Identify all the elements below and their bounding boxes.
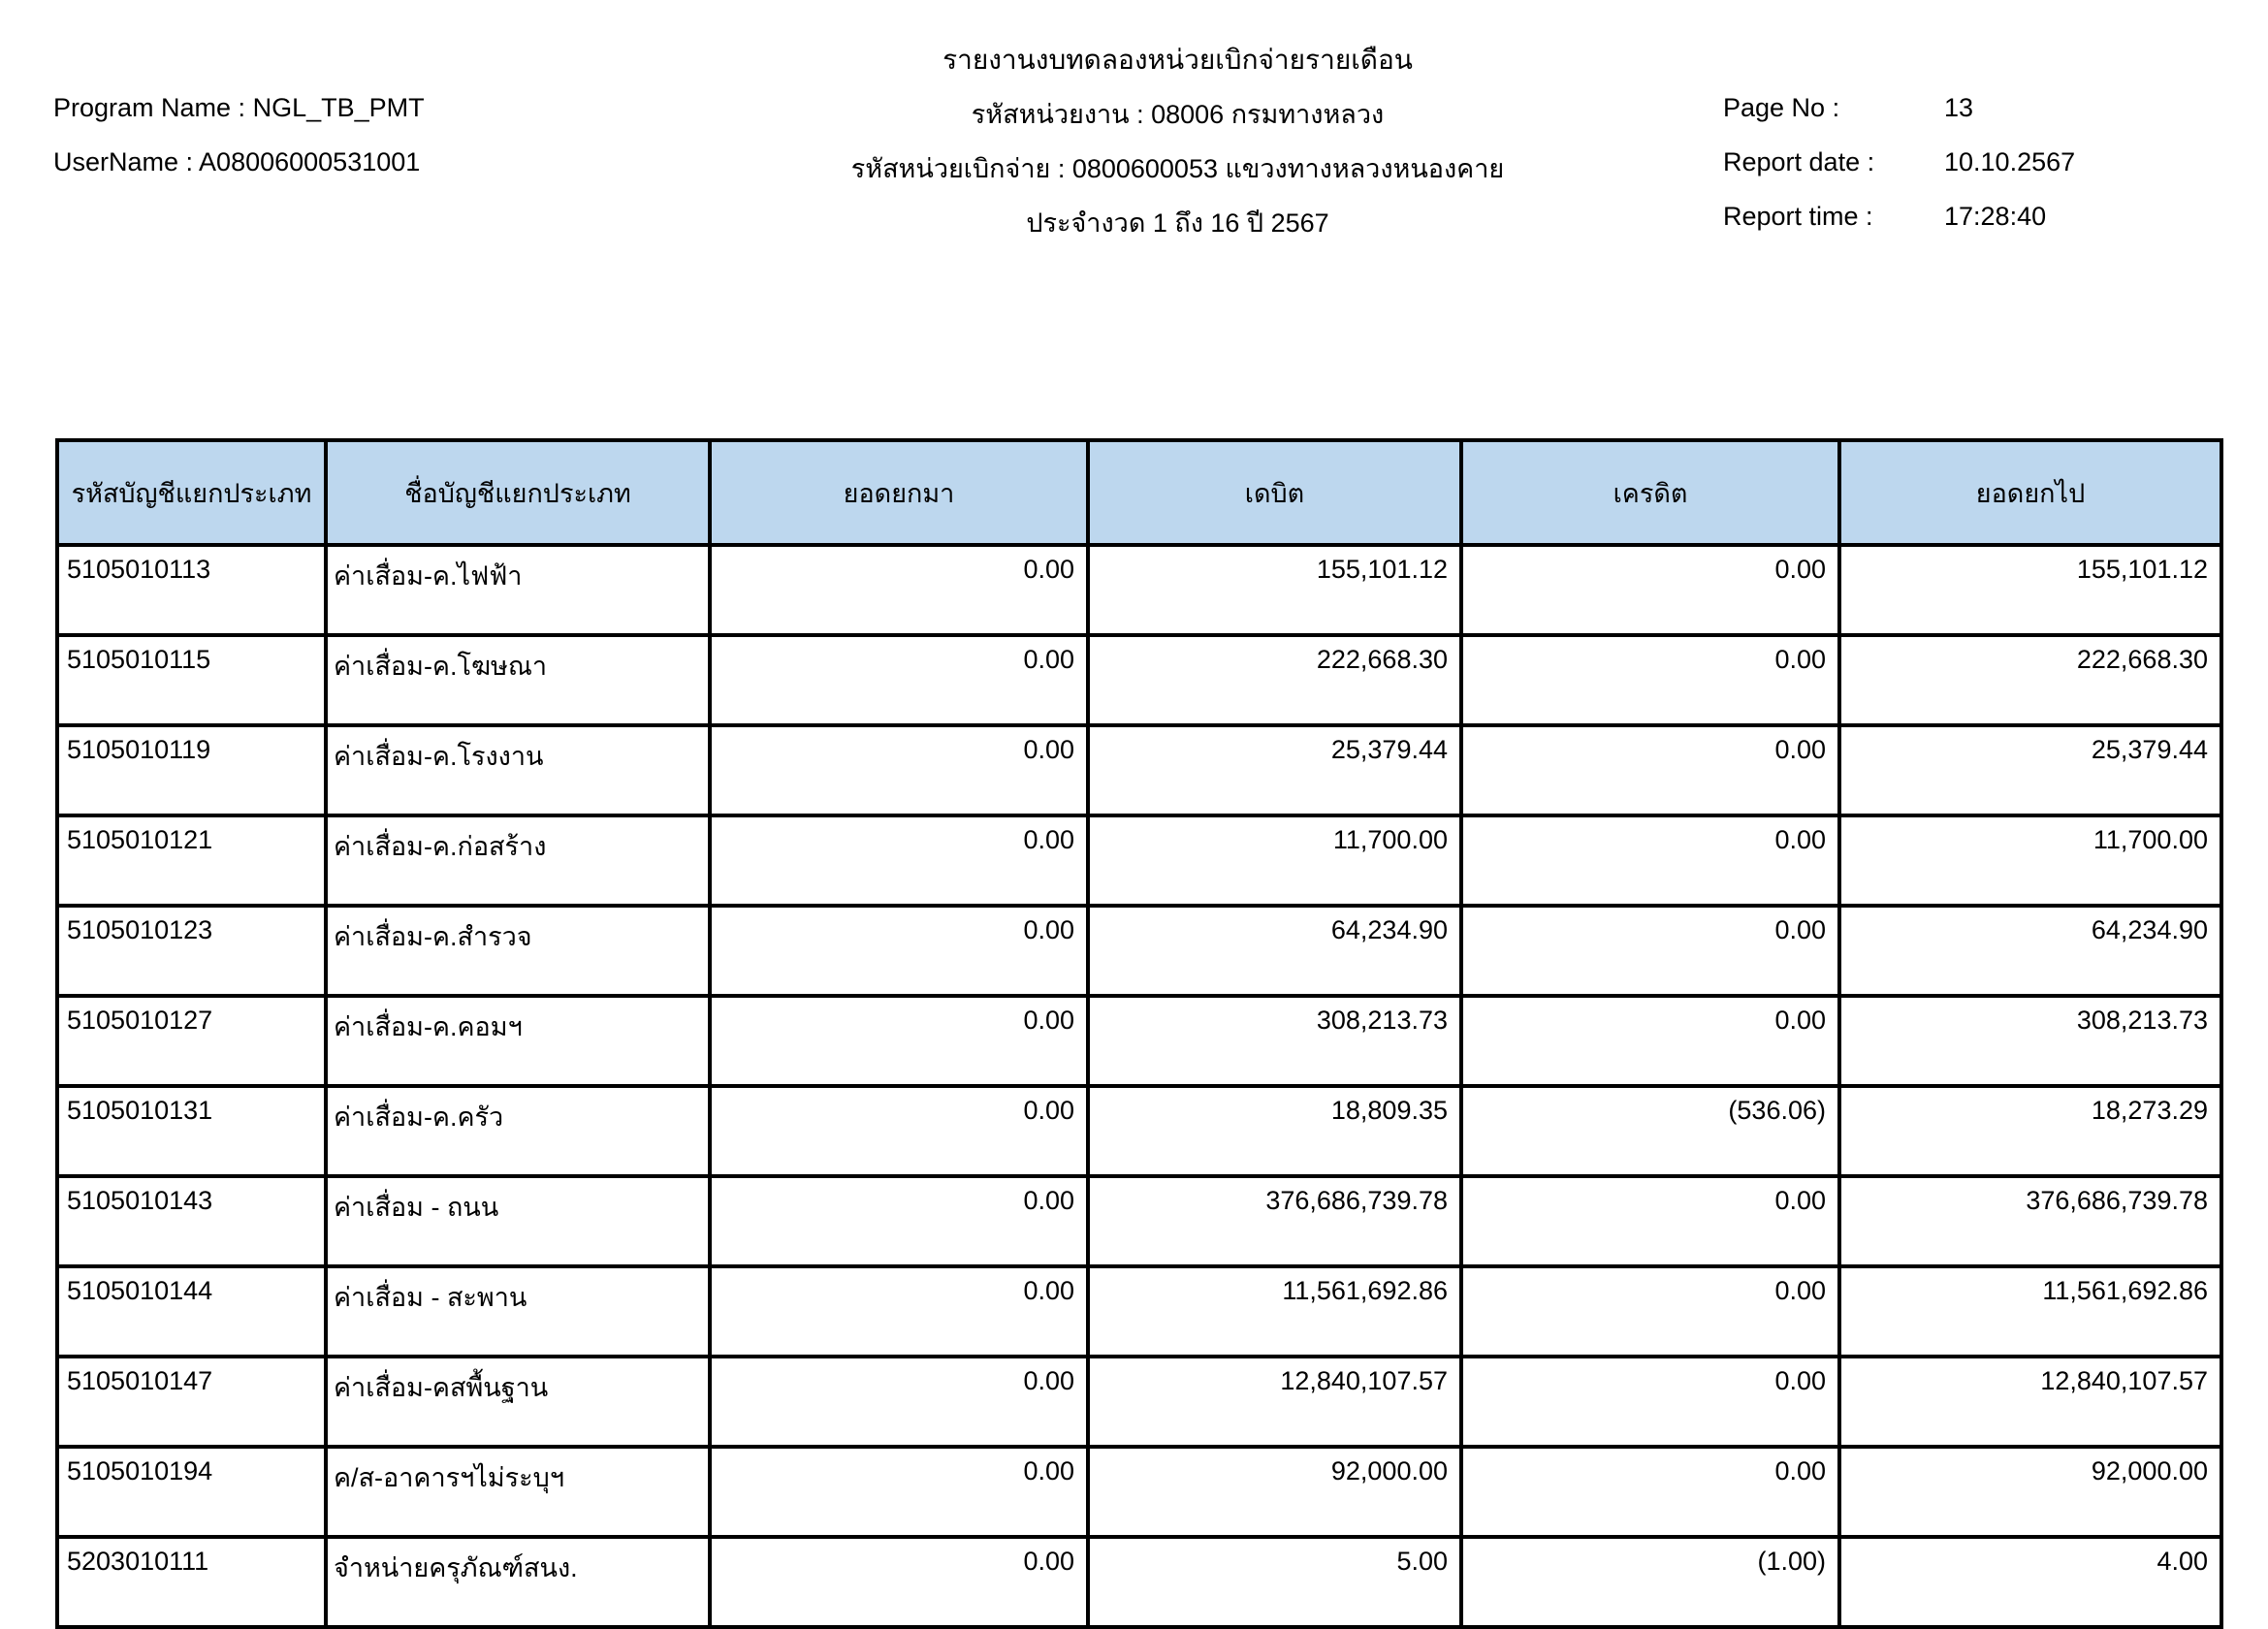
cell-balance-carried-forward: 222,668.30 <box>1839 635 2221 725</box>
program-name-value: NGL_TB_PMT <box>252 93 425 122</box>
cell-balance-carried-forward: 11,561,692.86 <box>1839 1266 2221 1357</box>
cell-account-code: 5105010115 <box>57 635 326 725</box>
cell-credit: 0.00 <box>1461 545 1839 635</box>
cell-debit: 12,840,107.57 <box>1088 1357 1461 1447</box>
column-header-debit: เดบิต <box>1088 440 1461 545</box>
report-time-value: 17:28:40 <box>1944 202 2047 231</box>
cell-balance-carried-forward: 11,700.00 <box>1839 815 2221 906</box>
page-no-label: Page No : <box>1723 93 1840 122</box>
cell-debit: 11,700.00 <box>1088 815 1461 906</box>
cell-balance-brought-forward: 0.00 <box>710 1176 1088 1266</box>
column-header-account-name: ชื่อบัญชีแยกประเภท <box>326 440 710 545</box>
cell-credit: 0.00 <box>1461 1357 1839 1447</box>
trial-balance-table <box>55 438 2223 1629</box>
cell-debit: 5.00 <box>1088 1537 1461 1627</box>
cell-account-name: ค่าเสื่อม - สะพาน <box>326 1266 710 1357</box>
cell-credit: 0.00 <box>1461 906 1839 996</box>
cell-account-code: 5203010111 <box>57 1537 326 1627</box>
cell-account-name: ค่าเสื่อม-ค.สำรวจ <box>326 906 710 996</box>
cell-account-name: ค่าเสื่อม-ค.ไฟฟ้า <box>326 545 710 635</box>
cell-debit: 222,668.30 <box>1088 635 1461 725</box>
cell-balance-carried-forward: 155,101.12 <box>1839 545 2221 635</box>
table-row <box>57 635 2221 725</box>
table-row <box>57 1537 2221 1627</box>
cell-balance-brought-forward: 0.00 <box>710 1357 1088 1447</box>
cell-debit: 64,234.90 <box>1088 906 1461 996</box>
table-row <box>57 815 2221 906</box>
cell-account-code: 5105010143 <box>57 1176 326 1266</box>
cell-account-name: จำหน่ายครุภัณฑ์สนง. <box>326 1537 710 1627</box>
report-date-label: Report date : <box>1723 147 1875 176</box>
table-row <box>57 1266 2221 1357</box>
cell-account-code: 5105010127 <box>57 996 326 1086</box>
cell-debit: 376,686,739.78 <box>1088 1176 1461 1266</box>
column-header-account-code: รหัสบัญชีแยกประเภท <box>57 440 326 545</box>
column-header-balance-carried-forward: ยอดยกไป <box>1839 440 2221 545</box>
period-line: ประจำงวด 1 ถึง 16 ปี 2567 <box>1026 208 1329 238</box>
cell-balance-brought-forward: 0.00 <box>710 996 1088 1086</box>
cell-credit: 0.00 <box>1461 1176 1839 1266</box>
username-label: UserName : <box>53 147 194 176</box>
table-row <box>57 996 2221 1086</box>
cell-account-code: 5105010147 <box>57 1357 326 1447</box>
cell-balance-carried-forward: 92,000.00 <box>1839 1447 2221 1537</box>
table-row <box>57 906 2221 996</box>
cell-balance-carried-forward: 64,234.90 <box>1839 906 2221 996</box>
cell-balance-brought-forward: 0.00 <box>710 1266 1088 1357</box>
cell-balance-brought-forward: 0.00 <box>710 1447 1088 1537</box>
cell-balance-carried-forward: 4.00 <box>1839 1537 2221 1627</box>
cell-credit: 0.00 <box>1461 1447 1839 1537</box>
table-row <box>57 545 2221 635</box>
cell-credit: 0.00 <box>1461 635 1839 725</box>
report-time-label: Report time : <box>1723 202 1873 231</box>
cell-account-name: ค่าเสื่อม-ค.คอมฯ <box>326 996 710 1086</box>
cell-credit: (1.00) <box>1461 1537 1839 1627</box>
cell-balance-brought-forward: 0.00 <box>710 545 1088 635</box>
cell-debit: 308,213.73 <box>1088 996 1461 1086</box>
table-row <box>57 725 2221 815</box>
column-header-credit: เครดิต <box>1461 440 1839 545</box>
cell-account-name: ค่าเสื่อม - ถนน <box>326 1176 710 1266</box>
table-header-row <box>57 440 2221 545</box>
cell-account-name: ค/ส-อาคารฯไม่ระบุฯ <box>326 1447 710 1537</box>
cell-balance-carried-forward: 12,840,107.57 <box>1839 1357 2221 1447</box>
cell-account-code: 5105010119 <box>57 725 326 815</box>
cell-credit: 0.00 <box>1461 996 1839 1086</box>
cell-account-code: 5105010194 <box>57 1447 326 1537</box>
cell-account-code: 5105010123 <box>57 906 326 996</box>
cell-account-code: 5105010144 <box>57 1266 326 1357</box>
report-title: รายงานงบทดลองหน่วยเบิกจ่ายรายเดือน <box>942 45 1413 75</box>
cell-debit: 155,101.12 <box>1088 545 1461 635</box>
cell-balance-brought-forward: 0.00 <box>710 815 1088 906</box>
agency-code-line: รหัสหน่วยงาน : 08006 กรมทางหลวง <box>971 100 1385 129</box>
cell-debit: 92,000.00 <box>1088 1447 1461 1537</box>
cell-account-name: ค่าเสื่อม-คสพื้นฐาน <box>326 1357 710 1447</box>
cell-credit: 0.00 <box>1461 815 1839 906</box>
cell-balance-carried-forward: 18,273.29 <box>1839 1086 2221 1176</box>
username-value: A08006000531001 <box>199 147 421 176</box>
cell-balance-carried-forward: 25,379.44 <box>1839 725 2221 815</box>
cell-account-name: ค่าเสื่อม-ค.ครัว <box>326 1086 710 1176</box>
cell-account-name: ค่าเสื่อม-ค.โฆษณา <box>326 635 710 725</box>
page-no-value: 13 <box>1944 93 1974 122</box>
cell-account-code: 5105010113 <box>57 545 326 635</box>
cell-debit: 25,379.44 <box>1088 725 1461 815</box>
cell-debit: 11,561,692.86 <box>1088 1266 1461 1357</box>
cell-credit: 0.00 <box>1461 1266 1839 1357</box>
table-row <box>57 1357 2221 1447</box>
table-row <box>57 1447 2221 1537</box>
cell-balance-carried-forward: 376,686,739.78 <box>1839 1176 2221 1266</box>
cell-account-name: ค่าเสื่อม-ค.โรงงาน <box>326 725 710 815</box>
table-row <box>57 1086 2221 1176</box>
cell-balance-brought-forward: 0.00 <box>710 635 1088 725</box>
column-header-balance-brought-forward: ยอดยกมา <box>710 440 1088 545</box>
cell-balance-brought-forward: 0.00 <box>710 1537 1088 1627</box>
program-name-label: Program Name : <box>53 93 246 122</box>
table-row <box>57 1176 2221 1266</box>
cell-account-code: 5105010121 <box>57 815 326 906</box>
cell-credit: 0.00 <box>1461 725 1839 815</box>
disbursement-unit-line: รหัสหน่วยเบิกจ่าย : 0800600053 แขวงทางหลวงหนองคาย <box>850 154 1505 183</box>
cell-account-name: ค่าเสื่อม-ค.ก่อสร้าง <box>326 815 710 906</box>
cell-account-code: 5105010131 <box>57 1086 326 1176</box>
cell-balance-brought-forward: 0.00 <box>710 906 1088 996</box>
cell-balance-brought-forward: 0.00 <box>710 725 1088 815</box>
cell-balance-carried-forward: 308,213.73 <box>1839 996 2221 1086</box>
cell-balance-brought-forward: 0.00 <box>710 1086 1088 1176</box>
cell-credit: (536.06) <box>1461 1086 1839 1176</box>
cell-debit: 18,809.35 <box>1088 1086 1461 1176</box>
report-date-value: 10.10.2567 <box>1944 147 2076 176</box>
